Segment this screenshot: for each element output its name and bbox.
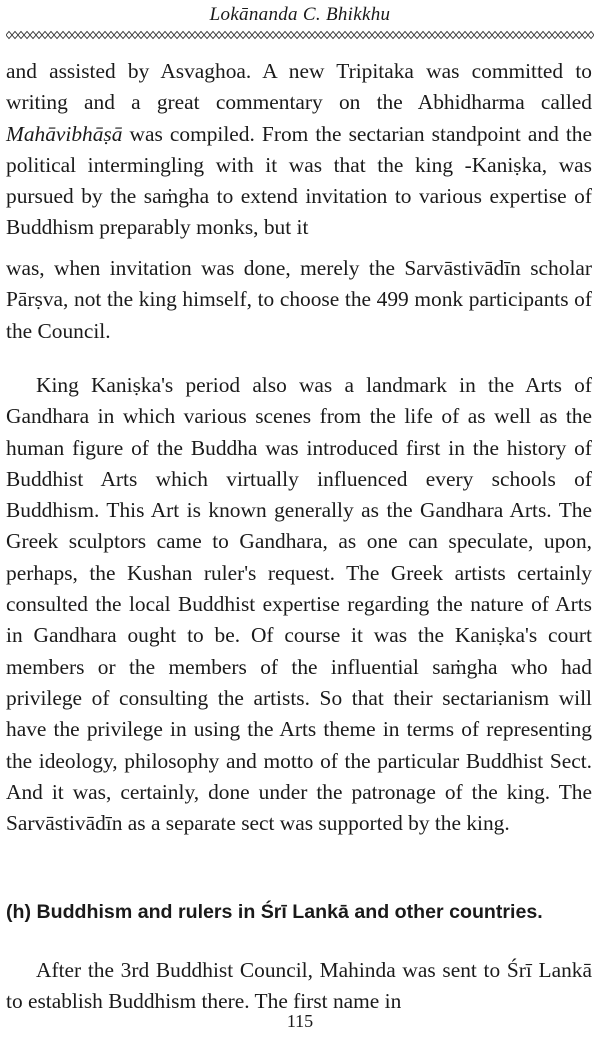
italic-title: Mahāvibhāṣā [6,121,123,146]
paragraph-text: was, when invitation was done, merely the Sarvāstivādīn scholar Pārṣva, not the king himself, to choose the 499 monk participants of the Council. [6,256,592,343]
paragraph [6,253,592,347]
paragraph-continuation [6,56,592,244]
paragraph [6,370,592,839]
paragraph-text: and assisted by Asvaghoa. A new Tripitaka was committed to writing and a great commentary on the Abhidharma called [6,59,592,115]
ornamental-rule [6,30,594,40]
running-header: Lokānanda C. Bhikkhu [209,4,391,25]
paragraph [6,955,592,1018]
paragraph-text: was compiled. From the sectarian standpoint and the political intermingling with it was that the king -Kaniṣka, was pursued by the saṁgha to extend invitation to various expertise of Buddhism preparably monks, but it [6,121,592,240]
page-number: 115 [286,1011,314,1031]
section-heading: (h) Buddhism and rulers in Śrī Lankā and other countries. [6,901,543,923]
paragraph-text: King Kaniṣka's period also was a landmark in the Arts of Gandhara in which various scenes from the life of as well as the human figure of the Buddha was introduced first in the history of Buddhist Arts which virtually influenced every schools of Buddhism. This Art is known generally as the Gandhara Arts. The Greek sculptors came to Gandhara, as one can speculate, upon, perhaps, the Kushan ruler's request. The Greek artists certainly consulted the local Buddhist expertise regarding the nature of Arts in Gandhara ought to be. Of course it was the Kaniṣka's court members or the members of the influential saṁgha who had privilege of consulting the artists. So that their sectarianism will have the privilege in using the Arts theme in terms of representing the ideology, philosophy and motto of the particular Buddhist Sect. And it was, certainly, done under the patronage of the king. The Sarvāstivādīn as a separate sect was supported by the king. [6,373,592,836]
paragraph-text: After the 3rd Buddhist Council, Mahinda was sent to Śrī Lankā to establish Buddhism there. The first name in [6,958,592,1014]
